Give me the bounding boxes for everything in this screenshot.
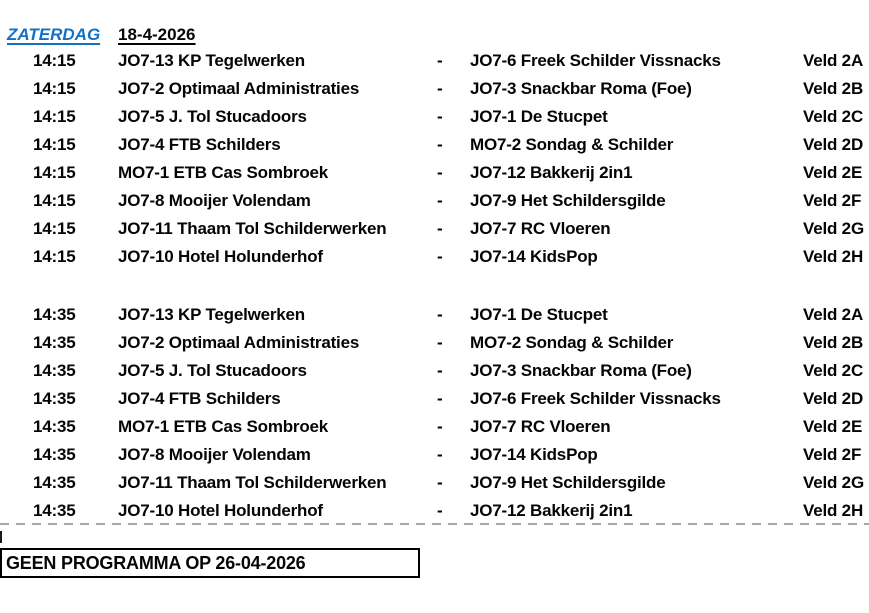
match-row (0, 413, 869, 441)
match-row (0, 329, 869, 357)
match-row (0, 215, 869, 243)
field-label: Veld 2C (803, 107, 864, 126)
home-team: JO7-11 Thaam Tol Schilderwerken (118, 473, 387, 492)
match-separator: - (437, 51, 443, 70)
match-time: 14:15 (33, 163, 76, 182)
home-team: JO7-4 FTB Schilders (118, 389, 281, 408)
match-time: 14:15 (33, 107, 76, 126)
away-team: JO7-7 RC Vloeren (470, 417, 611, 436)
schedule-page (0, 24, 869, 613)
match-separator: - (437, 135, 443, 154)
match-row (0, 469, 869, 497)
match-time: 14:35 (33, 333, 76, 352)
field-label: Veld 2G (803, 473, 864, 492)
match-time: 14:15 (33, 219, 76, 238)
away-team: JO7-14 KidsPop (470, 247, 598, 266)
field-label: Veld 2C (803, 361, 864, 380)
home-team: JO7-13 KP Tegelwerken (118, 51, 305, 70)
match-time: 14:15 (33, 191, 76, 210)
match-time: 14:15 (33, 79, 76, 98)
away-team: JO7-7 RC Vloeren (470, 219, 611, 238)
field-label: Veld 2D (803, 135, 864, 154)
date-label: 18-4-2026 (118, 25, 196, 44)
match-row (0, 47, 869, 75)
field-label: Veld 2F (803, 191, 862, 210)
match-time: 14:35 (33, 473, 76, 492)
day-label: ZATERDAG (7, 25, 101, 44)
match-row (0, 357, 869, 385)
home-team: JO7-5 J. Tol Stucadoors (118, 107, 307, 126)
home-team: JO7-5 J. Tol Stucadoors (118, 361, 307, 380)
away-team: JO7-12 Bakkerij 2in1 (470, 501, 633, 520)
field-label: Veld 2E (803, 163, 863, 182)
match-separator: - (437, 501, 443, 520)
match-row (0, 301, 869, 329)
match-row (0, 385, 869, 413)
away-team: JO7-12 Bakkerij 2in1 (470, 163, 633, 182)
away-team: JO7-6 Freek Schilder Vissnacks (470, 389, 721, 408)
field-label: Veld 2A (803, 51, 864, 70)
away-team: MO7-2 Sondag & Schilder (470, 333, 674, 352)
match-separator: - (437, 333, 443, 352)
away-team: MO7-2 Sondag & Schilder (470, 135, 674, 154)
no-program-text: GEEN PROGRAMMA OP 26-04-2026 (6, 553, 306, 573)
away-team: JO7-1 De Stucpet (470, 305, 608, 324)
away-team: JO7-3 Snackbar Roma (Foe) (470, 79, 692, 98)
field-label: Veld 2B (803, 333, 864, 352)
match-separator: - (437, 445, 443, 464)
home-team: JO7-11 Thaam Tol Schilderwerken (118, 219, 387, 238)
field-label: Veld 2G (803, 219, 864, 238)
home-team: MO7-1 ETB Cas Sombroek (118, 163, 329, 182)
match-row (0, 187, 869, 215)
away-team: JO7-14 KidsPop (470, 445, 598, 464)
match-separator: - (437, 389, 443, 408)
field-label: Veld 2F (803, 445, 862, 464)
round-block-1435 (0, 301, 869, 525)
match-time: 14:35 (33, 417, 76, 436)
home-team: MO7-1 ETB Cas Sombroek (118, 417, 329, 436)
match-time: 14:35 (33, 389, 76, 408)
match-separator: - (437, 163, 443, 182)
page-edge-mark (0, 531, 2, 543)
match-separator: - (437, 361, 443, 380)
match-time: 14:35 (33, 445, 76, 464)
field-label: Veld 2A (803, 305, 864, 324)
home-team: JO7-8 Mooijer Volendam (118, 445, 311, 464)
match-row (0, 497, 869, 525)
no-program-notice (0, 548, 420, 578)
match-row (0, 441, 869, 469)
away-team: JO7-6 Freek Schilder Vissnacks (470, 51, 721, 70)
match-separator: - (437, 107, 443, 126)
match-separator: - (437, 417, 443, 436)
match-separator: - (437, 79, 443, 98)
match-separator: - (437, 305, 443, 324)
match-separator: - (437, 191, 443, 210)
match-time: 14:15 (33, 51, 76, 70)
home-team: JO7-2 Optimaal Administraties (118, 333, 360, 352)
schedule-header (0, 24, 869, 46)
match-separator: - (437, 219, 443, 238)
match-row (0, 159, 869, 187)
match-separator: - (437, 247, 443, 266)
match-time: 14:35 (33, 305, 76, 324)
home-team: JO7-13 KP Tegelwerken (118, 305, 305, 324)
away-team: JO7-9 Het Schildersgilde (470, 473, 666, 492)
home-team: JO7-10 Hotel Holunderhof (118, 501, 323, 520)
match-time: 14:35 (33, 501, 76, 520)
field-label: Veld 2H (803, 247, 864, 266)
away-team: JO7-1 De Stucpet (470, 107, 608, 126)
match-row (0, 75, 869, 103)
match-time: 14:15 (33, 247, 76, 266)
home-team: JO7-8 Mooijer Volendam (118, 191, 311, 210)
field-label: Veld 2D (803, 389, 864, 408)
match-separator: - (437, 473, 443, 492)
away-team: JO7-3 Snackbar Roma (Foe) (470, 361, 692, 380)
field-label: Veld 2E (803, 417, 863, 436)
home-team: JO7-10 Hotel Holunderhof (118, 247, 323, 266)
match-time: 14:35 (33, 361, 76, 380)
match-row (0, 103, 869, 131)
field-label: Veld 2B (803, 79, 864, 98)
home-team: JO7-2 Optimaal Administraties (118, 79, 360, 98)
match-time: 14:15 (33, 135, 76, 154)
match-row (0, 131, 869, 159)
home-team: JO7-4 FTB Schilders (118, 135, 281, 154)
away-team: JO7-9 Het Schildersgilde (470, 191, 666, 210)
round-block-1415 (0, 47, 869, 271)
field-label: Veld 2H (803, 501, 864, 520)
match-row (0, 243, 869, 271)
